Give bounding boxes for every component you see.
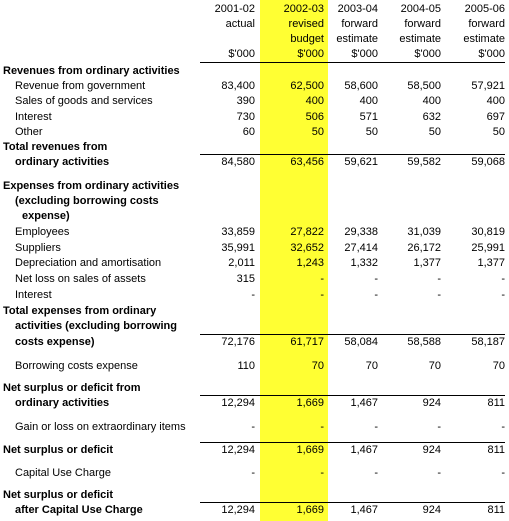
row-value: 390 — [236, 95, 255, 107]
row-value: 811 — [487, 397, 505, 409]
row-value: 50 — [365, 126, 378, 138]
row-value: 26,172 — [407, 242, 441, 254]
row-value: 61,717 — [290, 336, 324, 348]
row-value: 1,669 — [296, 504, 324, 516]
row-value: 63,456 — [290, 156, 324, 168]
row-value: 58,500 — [407, 80, 441, 92]
header-unit: $'000 — [414, 48, 441, 60]
row-label: Employees — [15, 226, 70, 238]
row-value: 924 — [422, 397, 441, 409]
row-value: 25,991 — [471, 242, 505, 254]
header-line2: actual — [225, 18, 255, 30]
row-value: 1,467 — [350, 504, 378, 516]
row-value: - — [320, 421, 324, 433]
row-value: 72,176 — [221, 336, 255, 348]
row-label: Interest — [15, 111, 52, 123]
row-value: 50 — [428, 126, 441, 138]
row-value: 70 — [311, 360, 324, 372]
row-value: 30,819 — [471, 226, 505, 238]
row-value: 31,039 — [407, 226, 441, 238]
row-value: 400 — [422, 95, 441, 107]
row-value: 32,652 — [290, 242, 324, 254]
row-value: - — [251, 421, 255, 433]
header-line1: 2001-02 — [214, 3, 255, 15]
row-label: Interest — [15, 289, 52, 301]
row-value: 50 — [492, 126, 505, 138]
row-value: 1,243 — [296, 257, 324, 269]
row-label: Total revenues from — [3, 141, 108, 153]
row-value: - — [320, 289, 324, 301]
row-value: 1,332 — [350, 257, 378, 269]
row-value: 315 — [236, 273, 255, 285]
header-line2: forward — [341, 18, 378, 30]
row-value: 58,084 — [344, 336, 378, 348]
row-value: 58,588 — [407, 336, 441, 348]
header-line3: budget — [290, 33, 324, 45]
row-value: 58,187 — [471, 336, 505, 348]
row-label: Gain or loss on extraordinary items — [15, 421, 186, 433]
subtotal-rule — [200, 502, 505, 503]
row-value: 12,294 — [221, 504, 255, 516]
row-label: activities (excluding borrowing — [15, 320, 177, 332]
header-rule — [200, 62, 505, 63]
row-label: Other — [15, 126, 43, 138]
row-value: 571 — [359, 111, 378, 123]
row-value: 58,600 — [344, 80, 378, 92]
row-value: 730 — [236, 111, 255, 123]
row-value: 33,859 — [221, 226, 255, 238]
row-label: Revenues from ordinary activities — [3, 65, 180, 77]
row-value: - — [501, 273, 505, 285]
row-value: 1,669 — [296, 444, 324, 456]
header-unit: $'000 — [297, 48, 324, 60]
row-value: 83,400 — [221, 80, 255, 92]
row-value: - — [374, 421, 378, 433]
row-value: 1,377 — [413, 257, 441, 269]
row-value: 110 — [237, 360, 255, 372]
row-value: - — [320, 467, 324, 479]
row-value: - — [374, 467, 378, 479]
row-value: - — [437, 289, 441, 301]
header-line3: estimate — [336, 33, 378, 45]
row-label: ordinary activities — [15, 397, 110, 409]
row-value: 12,294 — [221, 444, 255, 456]
row-label: Net surplus or deficit from — [3, 382, 141, 394]
row-value: 1,669 — [296, 397, 324, 409]
row-value: - — [251, 289, 255, 301]
row-value: 50 — [311, 126, 324, 138]
row-label: Depreciation and amortisation — [15, 257, 162, 269]
row-value: - — [437, 421, 441, 433]
header-unit: $'000 — [478, 48, 505, 60]
row-label: Net surplus or deficit — [3, 489, 114, 501]
row-label: Net loss on sales of assets — [15, 273, 146, 285]
row-value: 2,011 — [228, 257, 255, 269]
row-label: Expenses from ordinary activities — [3, 180, 180, 192]
row-value: 400 — [305, 95, 324, 107]
row-value: 57,921 — [471, 80, 505, 92]
header-line1: 2002-03 — [283, 3, 324, 15]
row-value: 400 — [359, 95, 378, 107]
row-value: - — [320, 273, 324, 285]
row-value: 811 — [487, 444, 505, 456]
row-value: - — [374, 289, 378, 301]
row-value: 60 — [242, 126, 255, 138]
row-value: 70 — [428, 360, 441, 372]
subtotal-rule — [200, 442, 505, 443]
row-value: 924 — [422, 504, 441, 516]
header-line3: estimate — [463, 33, 505, 45]
row-value: - — [374, 273, 378, 285]
row-value: - — [437, 273, 441, 285]
row-label: (excluding borrowing costs — [15, 195, 159, 207]
row-value: 27,822 — [290, 226, 324, 238]
row-value: 400 — [486, 95, 505, 107]
header-unit: $'000 — [351, 48, 378, 60]
subtotal-rule — [200, 395, 505, 396]
row-value: - — [501, 289, 505, 301]
row-label: ordinary activities — [15, 156, 110, 168]
header-line2: revised — [288, 18, 324, 30]
header-line1: 2004-05 — [400, 3, 441, 15]
row-value: 924 — [422, 444, 441, 456]
row-value: - — [251, 467, 255, 479]
row-value: - — [437, 467, 441, 479]
row-label: Borrowing costs expense — [15, 360, 138, 372]
row-value: 632 — [422, 111, 441, 123]
row-value: 59,582 — [407, 156, 441, 168]
row-value: 84,580 — [221, 156, 255, 168]
row-value: 62,500 — [290, 80, 324, 92]
header-line3: estimate — [399, 33, 441, 45]
header-line2: forward — [404, 18, 441, 30]
row-label: Sales of goods and services — [15, 95, 153, 107]
row-value: 1,467 — [350, 444, 378, 456]
subtotal-rule — [200, 334, 505, 335]
header-line1: 2003-04 — [337, 3, 378, 15]
row-label: Capital Use Charge — [15, 467, 111, 479]
header-unit: $'000 — [228, 48, 255, 60]
row-value: - — [501, 467, 505, 479]
row-value: 35,991 — [221, 242, 255, 254]
row-label: expense) — [22, 210, 70, 222]
row-value: 1,467 — [350, 397, 378, 409]
header-line1: 2005-06 — [464, 3, 505, 15]
row-label: Total expenses from ordinary — [3, 305, 157, 317]
header-line2: forward — [468, 18, 505, 30]
row-value: 697 — [486, 111, 505, 123]
row-value: 12,294 — [221, 397, 255, 409]
row-value: 1,377 — [477, 257, 505, 269]
row-label: Suppliers — [15, 242, 61, 254]
row-label: costs expense) — [15, 336, 95, 348]
row-value: - — [501, 421, 505, 433]
row-value: 70 — [492, 360, 505, 372]
row-value: 811 — [487, 504, 505, 516]
row-label: after Capital Use Charge — [15, 504, 143, 516]
row-value: 29,338 — [344, 226, 378, 238]
row-value: 59,621 — [344, 156, 378, 168]
row-label: Net surplus or deficit — [3, 444, 114, 456]
row-value: 506 — [305, 111, 324, 123]
row-label: Revenue from government — [15, 80, 146, 92]
row-value: 59,068 — [471, 156, 505, 168]
row-value: 27,414 — [344, 242, 378, 254]
subtotal-rule — [200, 154, 505, 155]
row-value: 70 — [365, 360, 378, 372]
